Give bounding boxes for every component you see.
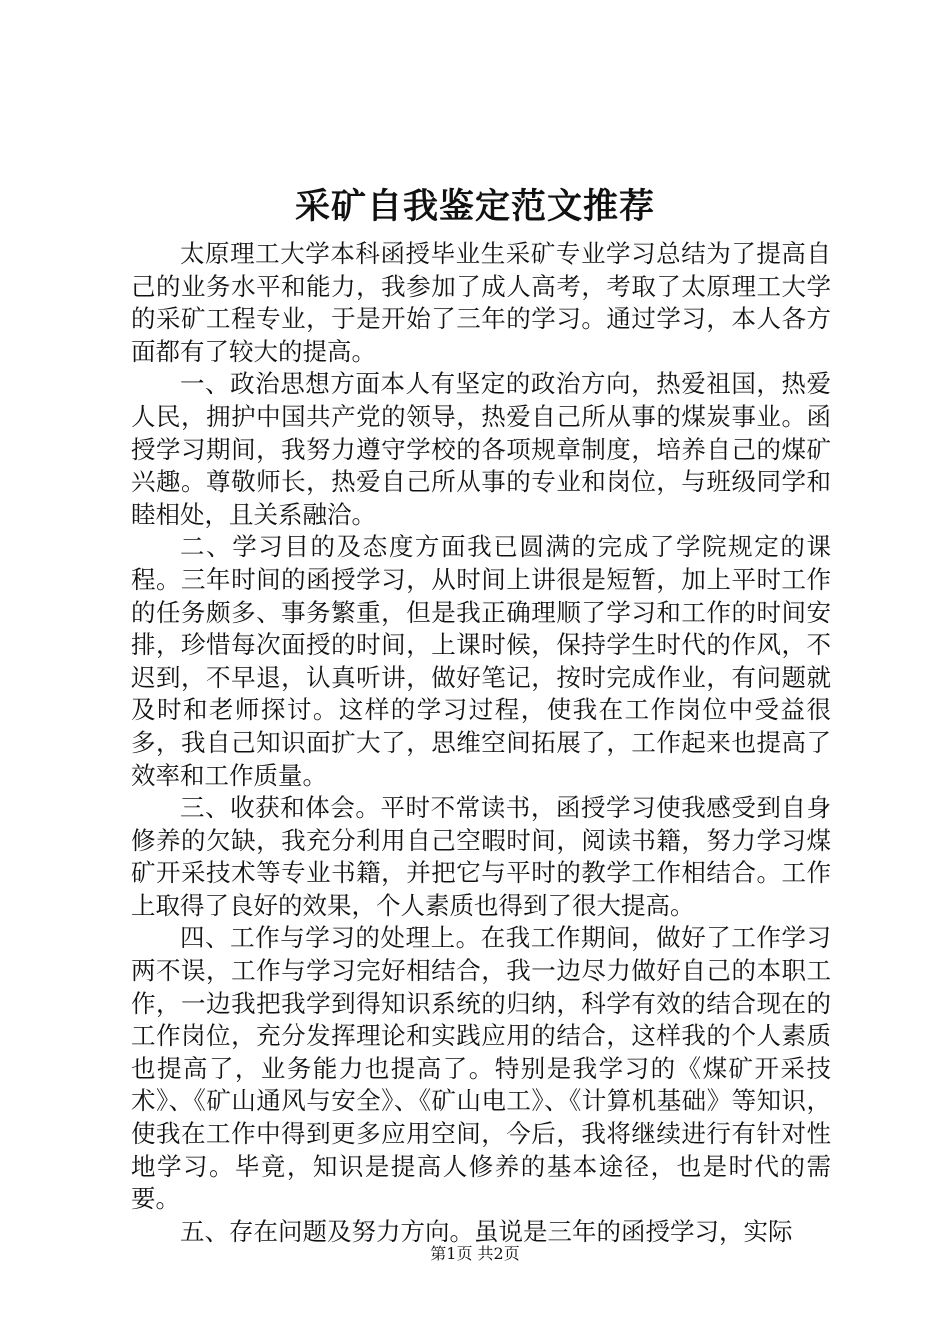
- page-footer: 第1页 共2页: [430, 1244, 520, 1263]
- paragraph-intro: 太原理工大学本科函授毕业生采矿专业学习总结为了提高自己的业务水平和能力，我参加了成人高考，考取了太原理工大学的采矿工程专业，于是开始了三年的学习。通过学习，本人各方面都有了较大的提高。: [131, 239, 831, 366]
- paragraph-work-study: 四、工作与学习的处理上。在我工作期间，做好了工作学习两不误，工作与学习完好相结合，我一边尽力做好自己的本职工作，一边我把我学到得知识系统的归纳，科学有效的结合现在的工作岗位，充分发挥理论和实践应用的结合，这样我的个人素质也提高了，业务能力也提高了。特别是我学习的《煤矿开采技术》、《矿山通风与安全》、《矿山电工》、《计算机基础》等知识，使我在工作中得到更多应用空间，今后，我将继续进行有针对性地学习。毕竟，知识是提高人修养的基本途径，也是时代的需要。: [131, 923, 831, 1214]
- paragraph-study-attitude: 二、学习目的及态度方面我已圆满的完成了学院规定的课程。三年时间的函授学习，从时间上讲很是短暂，加上平时工作的任务颇多、事务繁重，但是我正确理顺了学习和工作的时间安排，珍惜每次面授的时间，上课时候，保持学生时代的作风，不迟到，不早退，认真听讲，做好笔记，按时完成作业，有问题就及时和老师探讨。这样的学习过程，使我在工作岗位中受益很多，我自己知识面扩大了，思维空间拓展了，工作起来也提高了效率和工作质量。: [131, 532, 831, 790]
- paragraph-gains: 三、收获和体会。平时不常读书，函授学习使我感受到自身修养的欠缺，我充分利用自己空暇时间，阅读书籍，努力学习煤矿开采技术等专业书籍，并把它与平时的教学工作相结合。工作上取得了良好的效果，个人素质也得到了很大提高。: [131, 793, 831, 920]
- paragraph-political: 一、政治思想方面本人有坚定的政治方向，热爱祖国，热爱人民，拥护中国共产党的领导，热爱自己所从事的煤炭事业。函授学习期间，我努力遵守学校的各项规章制度，培养自己的煤矿兴趣。尊敬师长，热爱自己所从事的专业和岗位，与班级同学和睦相处，且关系融洽。: [131, 369, 831, 529]
- paragraph-problems: 五、存在问题及努力方向。虽说是三年的函授学习，实际: [180, 1216, 793, 1246]
- document-title: 采矿自我鉴定范文推荐: [294, 186, 655, 227]
- document-body: [131, 238, 831, 1248]
